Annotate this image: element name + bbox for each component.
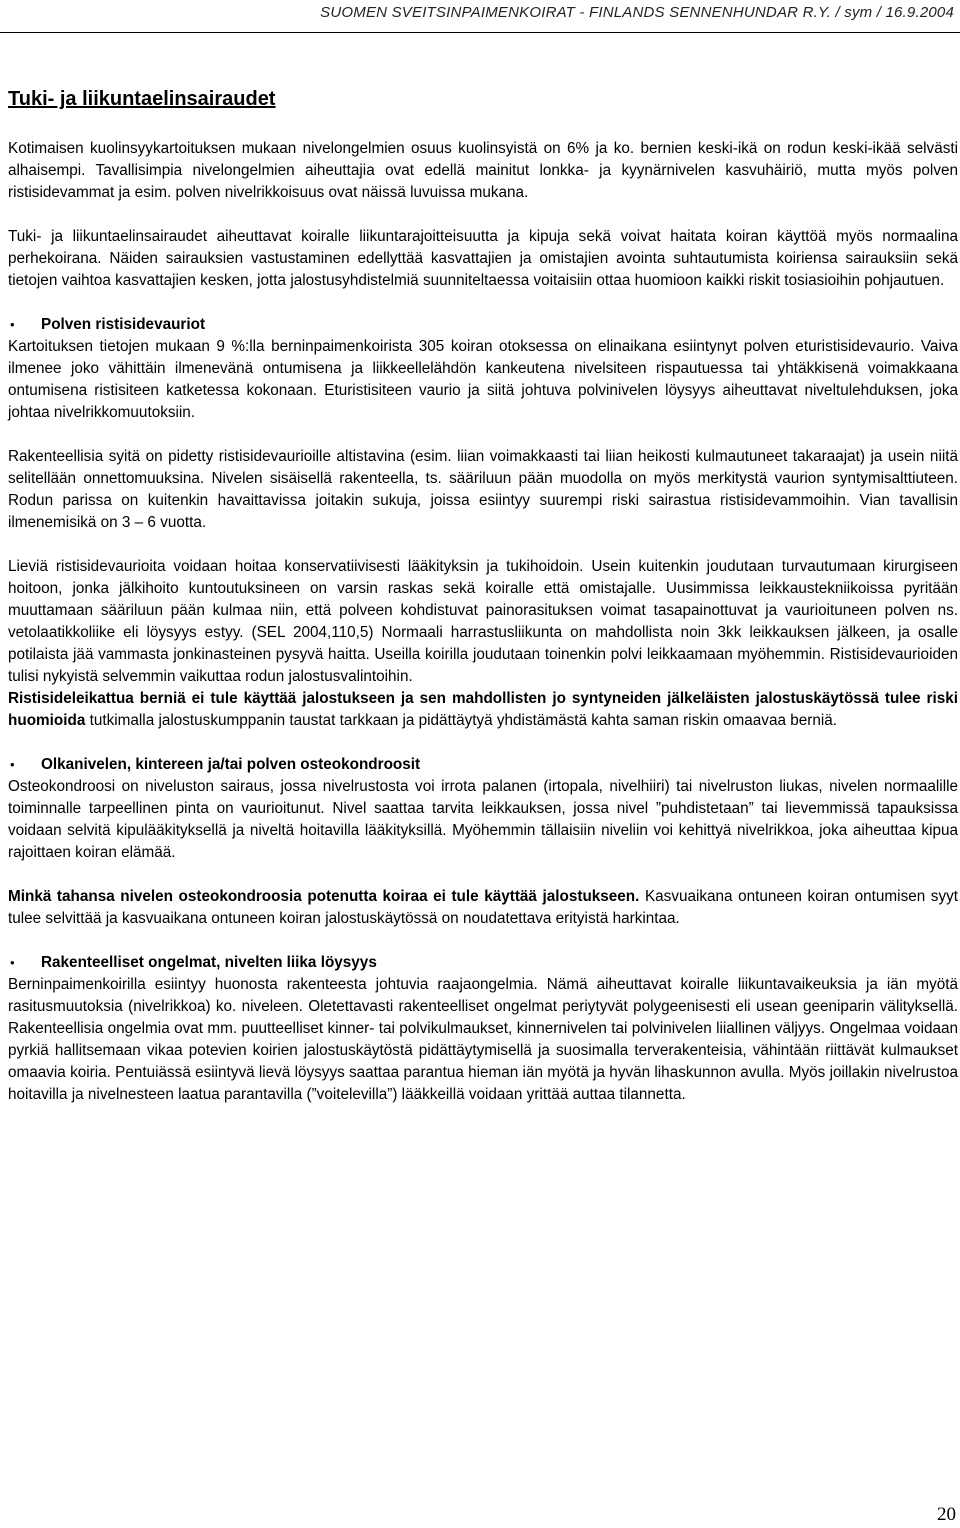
osteochondrosis-paragraph-1: Osteokondroosi on niveluston sairaus, jossa nivelrustosta voi irrota palanen (irtopala, nivelhiiri) tai nivelruston liukas, nivelen normaalille toiminnalle tarpeellinen pinta on vaurioitunut. Nivel saattaa tarvita leikkauksen, jossa nivel ”puhdistetaan” tai lievemmissä tapauksissa voidaan selvitä kipulääkityksellä ja niveltä hoitavilla lääkityksillä. Myöhemmin tällaisiin niveliin voi kehittyä nivelrikkoa, joka aiheuttaa kipua rajoittaen koiran elämää.: [8, 778, 958, 861]
breeding-warning-continuation: tutkimalla jalostuskumppanin taustat tarkkaan ja pidättäytyä yhdistämästä kahta saman riskin omaavaa berniä.: [85, 712, 837, 729]
section-heading-structural-problems: [8, 952, 958, 974]
intro-paragraph-1: Kotimaisen kuolinsyykartoituksen mukaan nivelongelmien osuus kuolinsyistä on 6% ja ko. bernien keski-ikä on rodun keski-ikää selvästi alhaisempi. Tavallisimpia nivelongelmien aiheuttajia ovat edellä mainitut lonkka- ja kyynärnivelen kasvuhäiriö, mutta myös polven ristisidevammat ja esim. polven nivelrikkoisuus ovat näissä luvuissa mukana.: [8, 140, 958, 201]
cruciate-paragraph-2: Rakenteellisia syitä on pidetty ristisidevaurioille altistavina (esim. liian voimakkaasti tai liian heikosti kulmautuneet takaraajat) ja usein niitä selitellään onnettomuuksina. Nivelen sisäisellä rakenteella, ts. sääriluun pään muodolla on myös merkitystä vaurion syntymisalttiuteen. Rodun parissa on kuitenkin havaittavissa joitakin sukuja, joissa esiintyy suurempi riski sairastua ristisidevammoihin. Vian tavallisin ilmenemisikä on 3 – 6 vuotta.: [8, 448, 958, 531]
osteochondrosis-warning-text: Minkä tahansa nivelen osteokondroosia potenutta koiraa ei tule käyttää jalostukseen.: [8, 888, 640, 905]
bullet-icon: •: [10, 317, 15, 332]
cruciate-paragraph-4: [8, 688, 958, 732]
cruciate-paragraph-3: Lieviä ristisidevaurioita voidaan hoitaa konservatiivisesti lääkityksin ja tukihoidoin. Usein kuitenkin joudutaan turvautumaan kirurgiseen hoitoon, jonka jälkihoito kuntoutuksineen on varsin raskas sekä koiralle että omistajalle. Uusimmissa leikkaustekniikoissa pyritään muuttamaan sääriluun pään kulmaa niin, että polveen kohdistuvat painorasituksen voimat tasapainottuvat ja vaurioituneen polven ns. vetolaatikkoliike eli löysyys estyy. (SEL 2004,110,5) Normaali harrastusliikunta on mahdollista noin 3kk leikkauksen jälkeen, ja osalle potilaista jää vammasta jonkinasteinen pysyvä haitta. Useilla koirilla joudutaan toinenkin polvi leikkaamaan myöhemmin. Ristisidevaurioiden tulisi nykyistä selvemmin vaikuttaa rodun jalostusvalintoihin.: [8, 558, 958, 685]
section-heading-text: Olkanivelen, kintereen ja/tai polven osteokondroosit: [41, 756, 421, 773]
osteochondrosis-continuation: Kasvuaikana ontuneen koiran ontumisen syyt tulee selvittää ja kasvuaikana ontuneen koiran jalostuskäytössä on noudatettava erityistä harkintaa.: [8, 888, 958, 927]
page-number: 20: [937, 1504, 956, 1525]
osteochondrosis-paragraph-2: [8, 886, 958, 930]
bullet-icon: •: [10, 955, 15, 970]
bullet-icon: •: [10, 757, 15, 772]
intro-paragraph-2: Tuki- ja liikuntaelinsairaudet aiheuttavat koiralle liikuntarajoitteisuutta ja kipuja sekä voivat haitata koiran käyttöä myös normaalina perhekoirana. Näiden sairauksien vastustaminen edellyttää kasvattajien ja omistajien avointa suhtautumista koiriensa sairauksiin sekä tietojen vaihtoa kasvattajien kesken, jotta jalostusyhdistelmiä suunniteltaessa voitaisiin ottaa huomioon kaikki riskit tosiasioihin pohjautuen.: [8, 228, 958, 289]
section-heading-cruciate-ligament: [8, 314, 958, 336]
document-body: [8, 138, 958, 1106]
section-heading-text: Polven ristisidevauriot: [41, 316, 206, 333]
breeding-warning-text: Ristisideleikattua berniä ei tule käyttää jalostukseen ja sen mahdollisten jo syntyneiden jälkeläisten jalostuskäytössä tulee riski huomioida: [8, 690, 958, 729]
cruciate-paragraph-1: Kartoituksen tietojen mukaan 9 %:lla berninpaimenkoirista 305 koiran otoksessa on elinaikana esiintynyt polven eturistisidevaurio. Vaiva ilmenee joko vähittäin ilmenevänä ontumisena ja liikkeellelähdön kankeutena nivelsiteen rispautuessa tai yhtäkkisenä voimakkaana ontumisena ristisiteen katketessa kokonaan. Eturistisiteen vaurio ja siitä johtuva polvinivelen löysyys aiheuttavat niveltulehduksen, joka johtaa nivelrikkomuutoksiin.: [8, 338, 958, 421]
page-header: SUOMEN SVEITSINPAIMENKOIRAT - FINLANDS SENNENHUNDAR R.Y. / sym / 16.9.2004: [320, 4, 954, 21]
section-heading-osteochondrosis: [8, 754, 958, 776]
header-rule: [0, 32, 960, 33]
section-heading-text: Rakenteelliset ongelmat, nivelten liika löysyys: [41, 954, 377, 971]
page-title: Tuki- ja liikuntaelinsairaudet: [8, 88, 276, 110]
structural-paragraph-1: Berninpaimenkoirilla esiintyy huonosta rakenteesta johtuvia raajaongelmia. Nämä aiheuttavat koiralle liikuntavaikeuksia ja iän myötä rasitusmuutoksia (nivelrikkoa) ko. niveleen. Oletettavasti rakenteelliset ongelmat periytyvät polygeenisesti eli usean geeniparin välityksellä. Rakenteellisia ongelmia ovat mm. puutteelliset kinner- tai polvikulmaukset, kinnernivelen tai polvinivelen liiallinen väljyys. Ongelmaa voidaan pyrkiä hallitsemaan vikaa potevien koirien jalostuskäytöstä pidättäytymisellä ja suosimalla terverakenteisia, vähintään riittävät kulmaukset omaavia koiria. Pentuiässä esiintyvä lievä löysyys saattaa parantua hieman iän myötä ja hyvän lihaskunnon avulla. Myös joillakin nivelrustoa hoitavilla ja nivelnesteen laatua parantavilla (”voitelevilla”) lääkkeillä voidaan yrittää auttaa tilannetta.: [8, 976, 958, 1103]
